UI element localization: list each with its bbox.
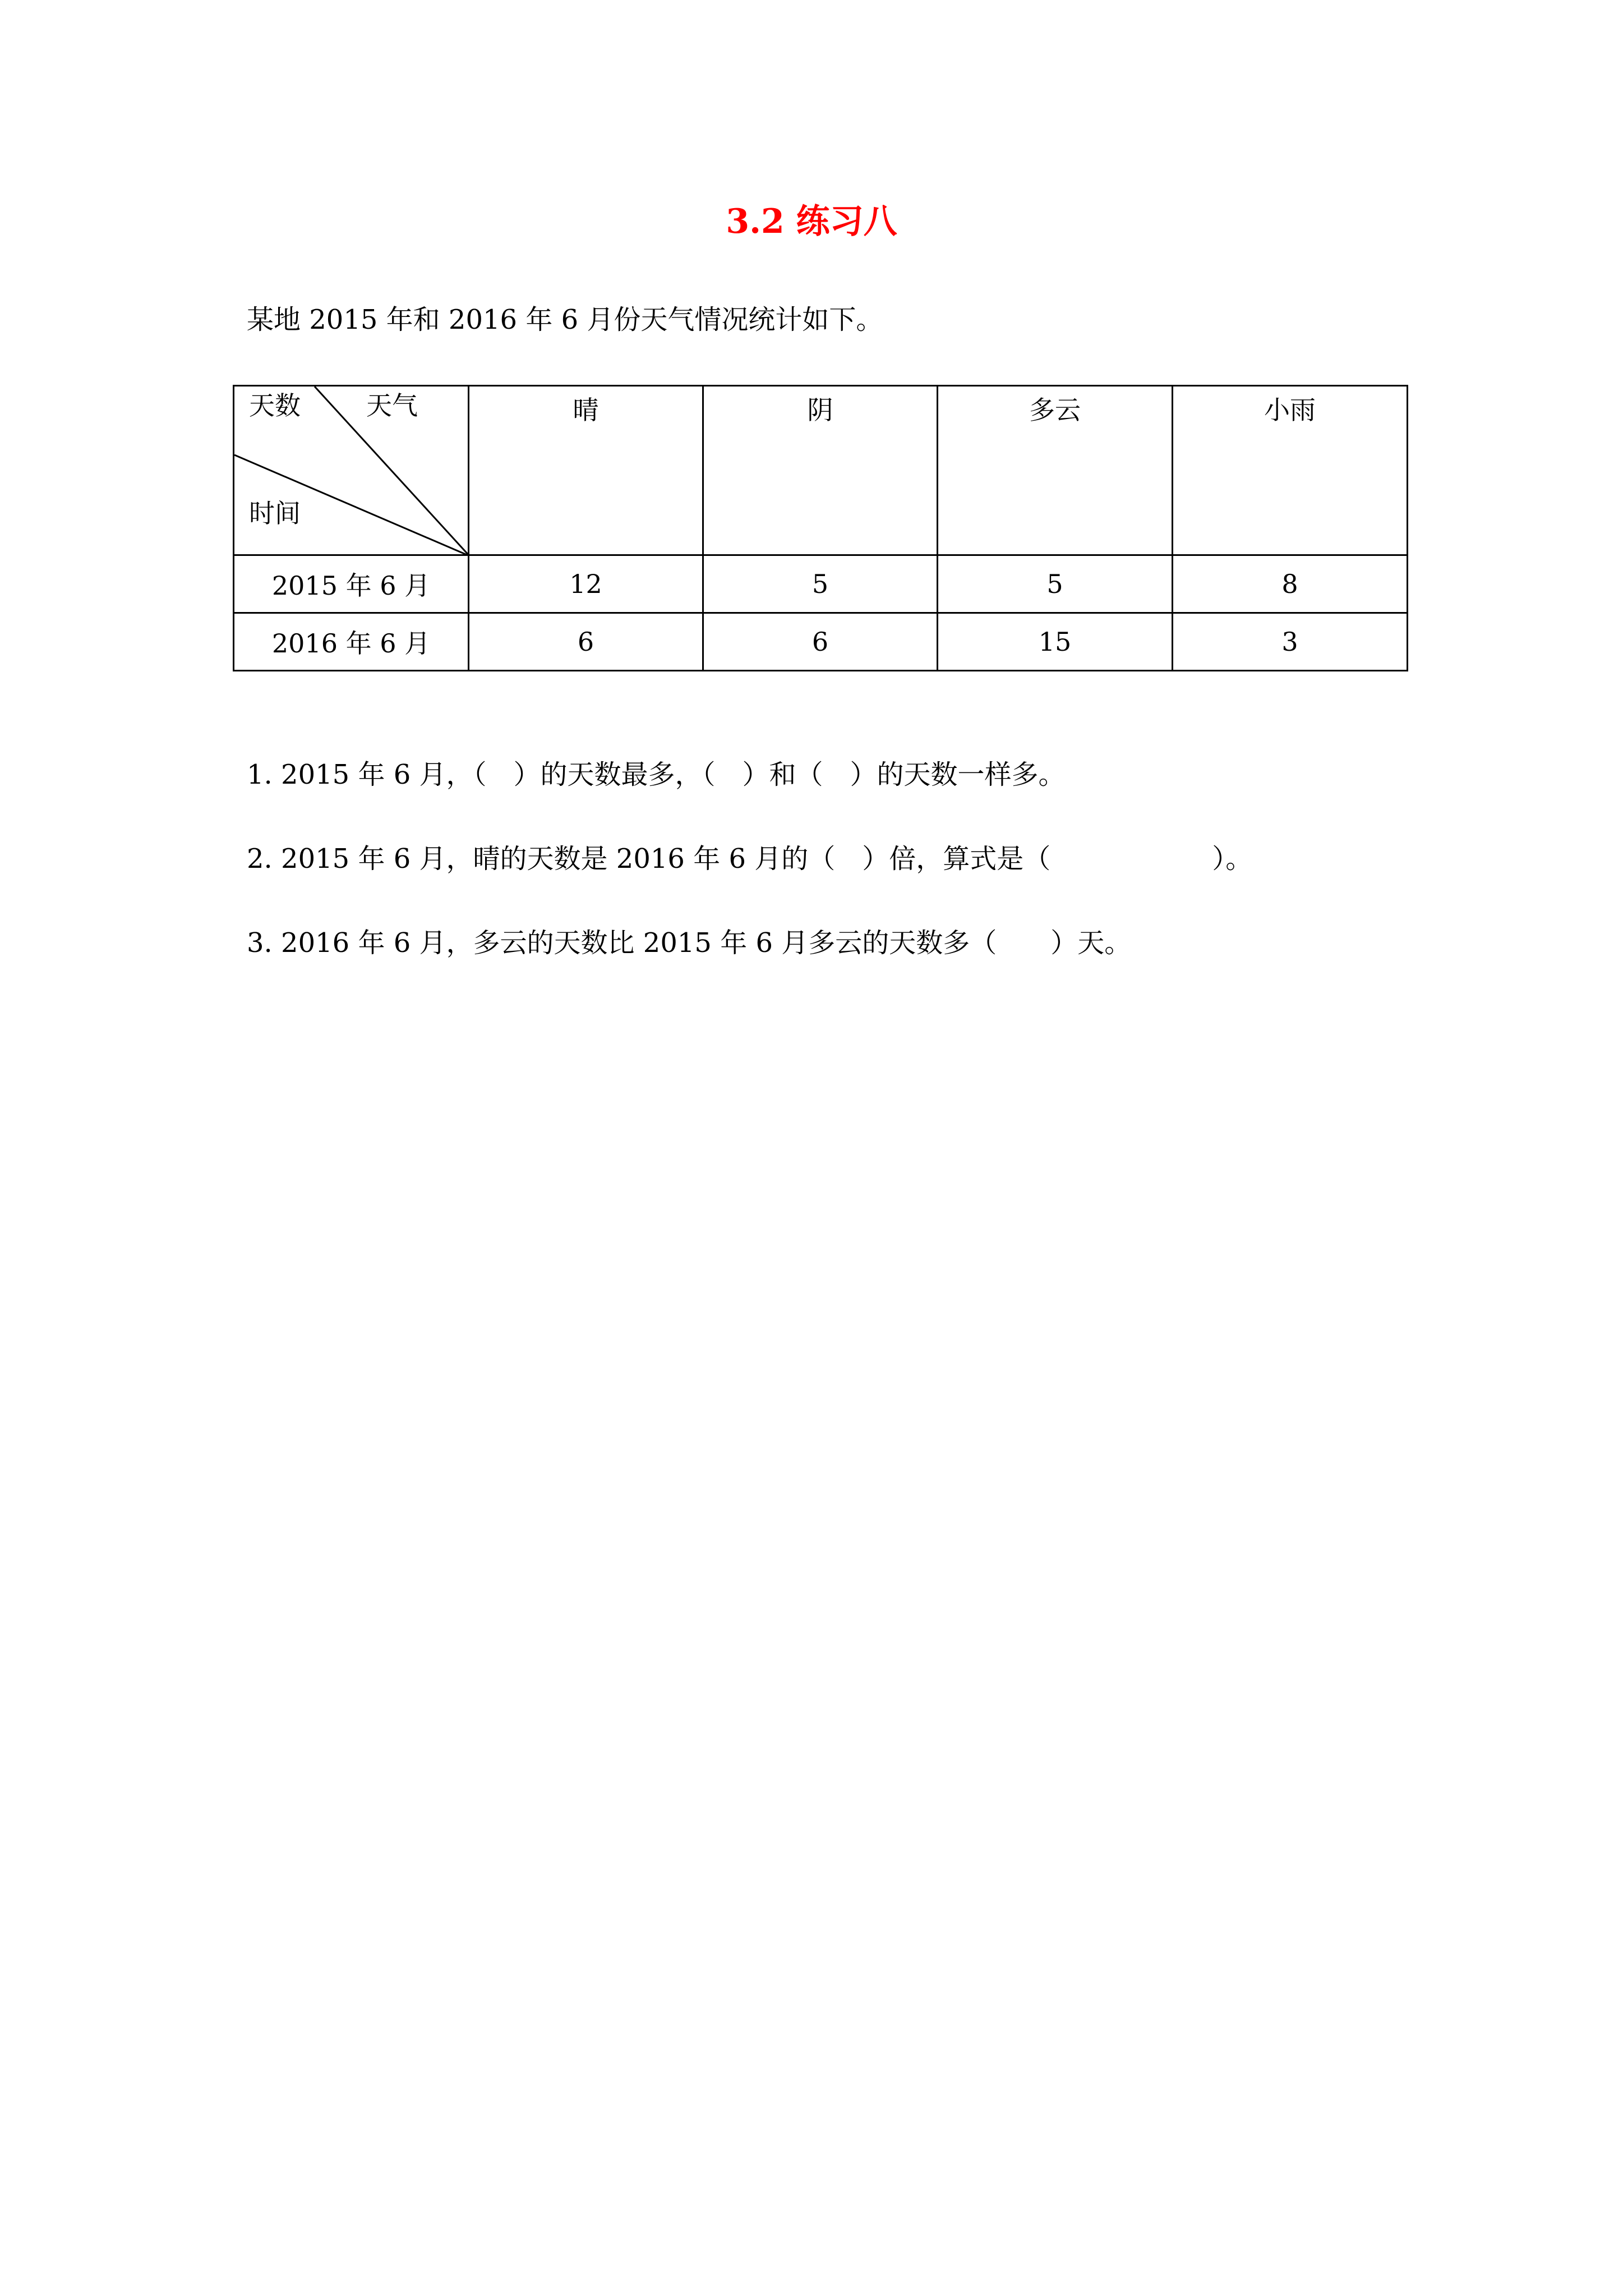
table-corner-cell: [234, 386, 469, 555]
column-header-sunny: 晴: [469, 386, 703, 555]
cell-2015-cloudy: 5: [938, 555, 1173, 613]
cell-2016-cloudy: 15: [938, 613, 1173, 671]
intro-text: 某地 2015 年和 2016 年 6 月份天气情况统计如下。: [247, 304, 883, 335]
table-row: [234, 555, 1408, 613]
table-row: [234, 613, 1408, 671]
cell-2015-overcast: 5: [703, 555, 938, 613]
cell-2015-sunny: 12: [469, 555, 703, 613]
cell-2016-overcast: 6: [703, 613, 938, 671]
question-2: 2. 2015 年 6 月，晴的天数是 2016 年 6 月的（ ）倍，算式是（ ）。: [247, 843, 1253, 875]
weather-table-wrapper: [233, 385, 1407, 670]
table-header-row: [234, 386, 1408, 555]
column-header-overcast: 阴: [703, 386, 938, 555]
column-header-cloudy: 多云: [938, 386, 1173, 555]
question-1: 1. 2015 年 6 月，（ ）的天数最多，（ ）和（ ）的天数一样多。: [247, 759, 1066, 790]
weather-table: [233, 385, 1408, 671]
cell-2015-light-rain: 8: [1173, 555, 1408, 613]
row-label-2015: 2015 年 6 月: [234, 555, 469, 613]
corner-label-days: 天数: [249, 390, 301, 421]
cell-2016-light-rain: 3: [1173, 613, 1408, 671]
corner-label-weather: 天气: [366, 390, 418, 421]
corner-label-time: 时间: [249, 498, 301, 528]
row-label-2016: 2016 年 6 月: [234, 613, 469, 671]
cell-2016-sunny: 6: [469, 613, 703, 671]
page-title: 3.2 练习八: [726, 202, 897, 241]
question-3: 3. 2016 年 6 月，多云的天数比 2015 年 6 月多云的天数多（ ）天。: [247, 927, 1132, 959]
column-header-light-rain: 小雨: [1173, 386, 1408, 555]
